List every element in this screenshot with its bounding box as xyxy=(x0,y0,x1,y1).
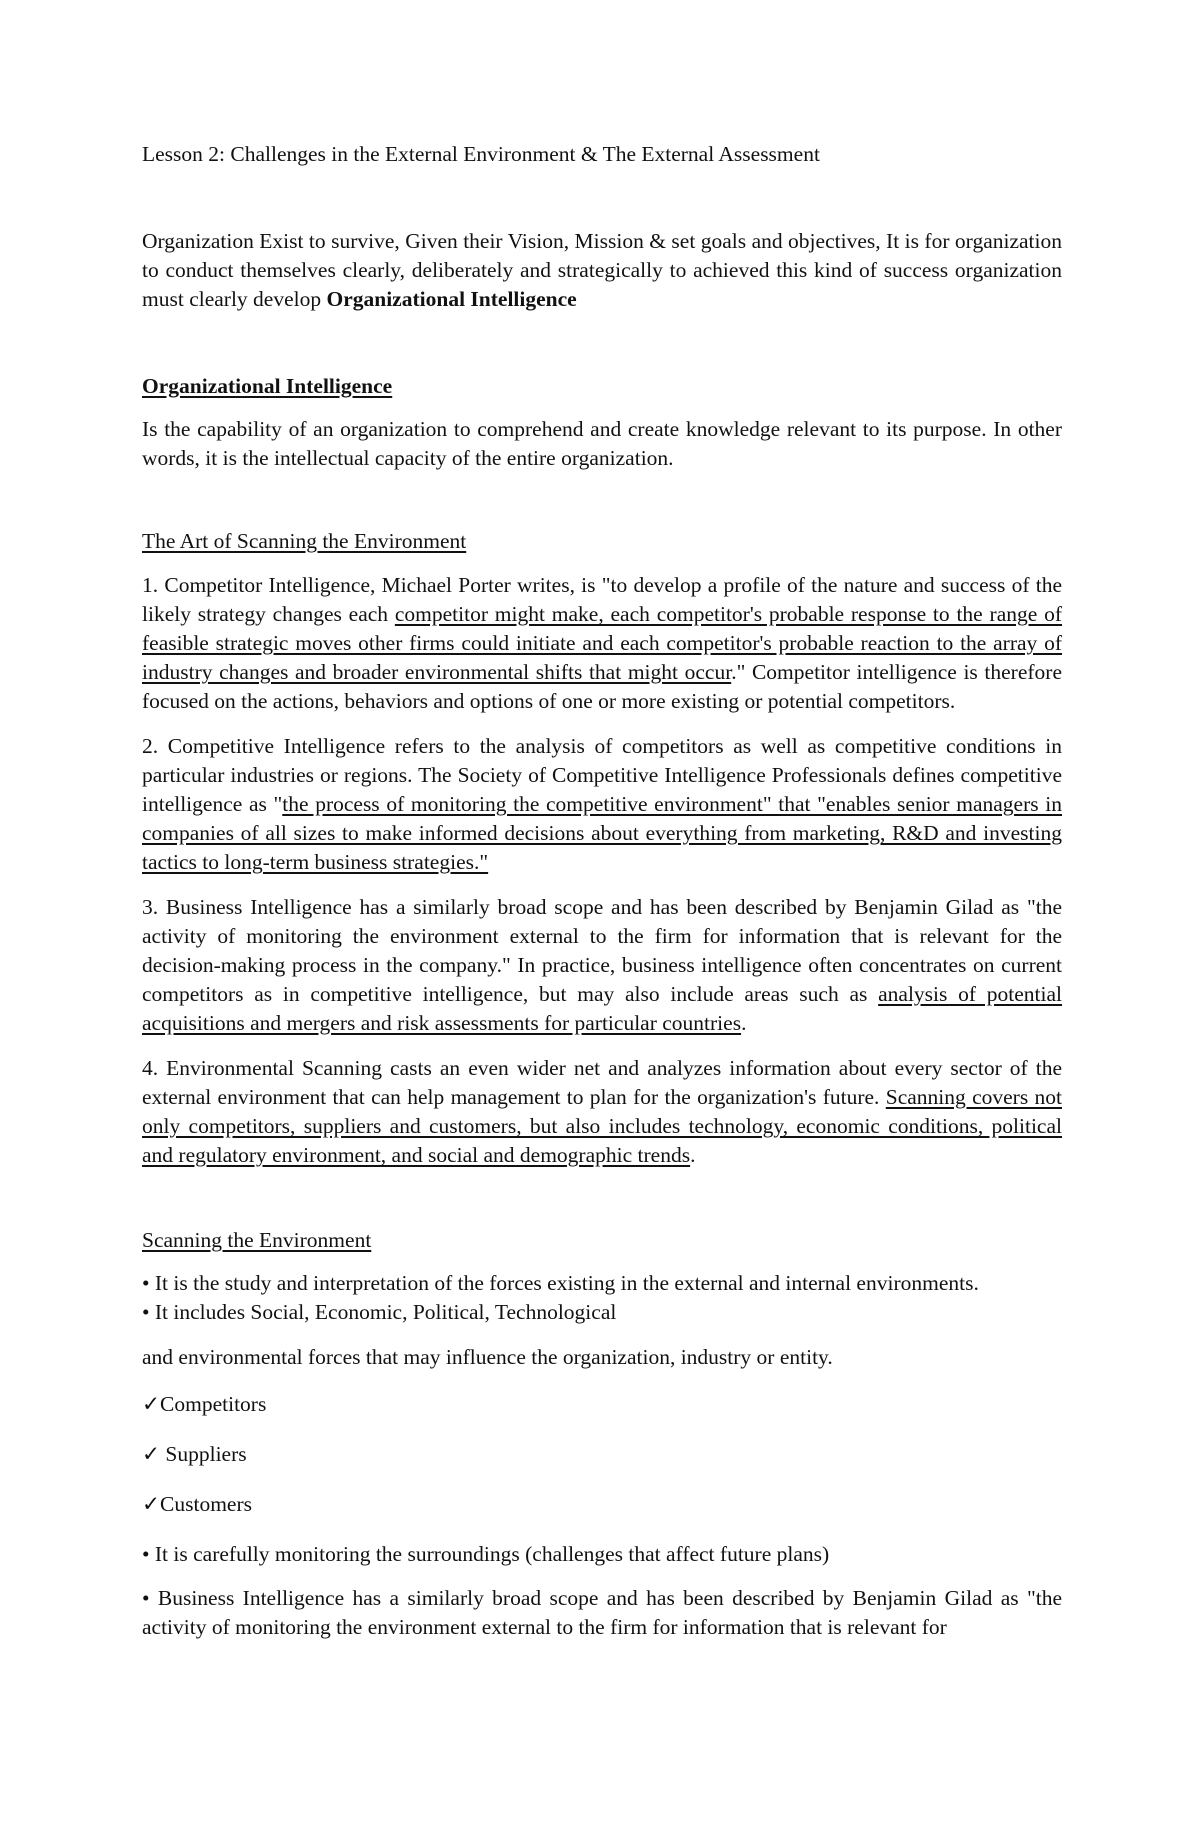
bullet-monitoring: • It is carefully monitoring the surroundings (challenges that affect future plans) xyxy=(142,1542,830,1566)
scanning-heading-text: Scanning the Environment xyxy=(142,1228,372,1252)
item3-underlined: analysis of potential acquisitions and mergers and risk assessments for particular countries xyxy=(142,982,1063,1035)
item1-text-b: ." Competitor intelligence is therefore focused on the actions, behaviors and options of one or more existing or potential competitors. xyxy=(142,660,1062,713)
org-intel-definition: Is the capability of an organization to comprehend and create knowledge relevant to its purpose. In other words, it is the intellectual capacity of the entire organization. xyxy=(142,417,1062,470)
item4-text-b: . xyxy=(690,1143,696,1167)
item-environmental-scanning xyxy=(142,1054,1062,1170)
scanning-heading xyxy=(142,1226,1062,1255)
check-competitors: ✓Competitors xyxy=(142,1392,267,1416)
bullet-business-intelligence: • Business Intelligence has a similarly broad scope and has been described by Benjamin Gilad as "the activity of monitoring the environment external to the firm for information that is relevant for xyxy=(142,1586,1062,1639)
check-suppliers: ✓ Suppliers xyxy=(142,1442,247,1466)
art-heading-text: The Art of Scanning the Environment xyxy=(142,529,467,553)
item2-text-a: 2. Competitive Intelligence refers to the analysis of competitors as well as competitive conditions in particular industries or regions. The Society of Competitive Intelligence Professionals defines competitive intelligence as " xyxy=(142,734,1062,816)
art-heading xyxy=(142,527,1062,556)
item-business-intelligence xyxy=(142,893,1062,1038)
check-customers: ✓Customers xyxy=(142,1492,252,1516)
intro-paragraph xyxy=(142,227,1062,314)
bullet-group xyxy=(142,1269,1062,1327)
bullet-includes: • It includes Social, Economic, Political, Technological xyxy=(142,1300,617,1324)
org-intel-heading xyxy=(142,372,1062,401)
environmental-forces-line: and environmental forces that may influence the organization, industry or entity. xyxy=(142,1345,833,1369)
document-body xyxy=(142,140,1062,1642)
lesson-title: Lesson 2: Challenges in the External Environment & The External Assessment xyxy=(142,142,820,166)
org-intel-heading-text: Organizational Intelligence xyxy=(142,374,393,398)
item1-underlined: competitor might make, each competitor's probable response to the range of feasible strategic moves other firms could initiate and each competitor's probable reaction to the array of industry changes and broader environmental shifts that might occur xyxy=(142,602,1062,684)
item1-text-a: 1. Competitor Intelligence, Michael Porter writes, is "to develop a profile of the nature and success of the likely strategy changes each xyxy=(142,573,1062,626)
item-competitor-intelligence xyxy=(142,571,1062,716)
item3-text-a: 3. Business Intelligence has a similarly broad scope and has been described by Benjamin Gilad as "the activity of monitoring the environment external to the firm for information that is relevant for the decision-making process in the company." In practice, business intelligence often concentrates on current competitors as in competitive intelligence, but may also include areas such as xyxy=(142,895,1062,1006)
item4-text-a: 4. Environmental Scanning casts an even wider net and analyzes information about every sector of the external environment that can help management to plan for the organization's future. xyxy=(142,1056,1062,1109)
item-competitive-intelligence xyxy=(142,732,1062,877)
item4-underlined: Scanning covers not only competitors, suppliers and customers, but also includes technology, economic conditions, political and regulatory environment, and social and demographic trends xyxy=(142,1085,1062,1167)
intro-bold-term: Organizational Intelligence xyxy=(326,287,577,311)
bullet-study: • It is the study and interpretation of the forces existing in the external and internal environments. xyxy=(142,1271,979,1295)
item3-text-b: . xyxy=(741,1011,747,1035)
item2-underlined: the process of monitoring the competitive environment" that "enables senior managers in companies of all sizes to make informed decisions about everything from marketing, R&D and investing tactics to long-term business strategies." xyxy=(142,792,1062,874)
intro-text: Organization Exist to survive, Given their Vision, Mission & set goals and objectives, It is for organization to conduct themselves clearly, deliberately and strategically to achieved this kind of success organization must clearly develop xyxy=(142,229,1062,311)
